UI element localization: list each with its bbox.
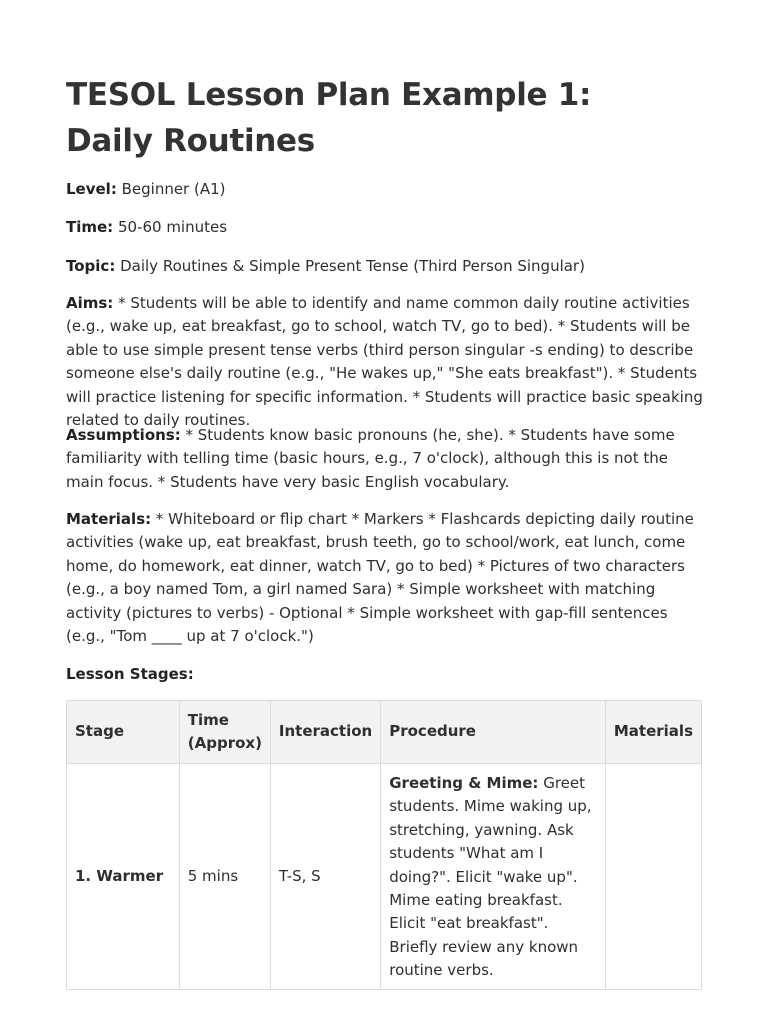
materials-value: * Whiteboard or flip chart * Markers * Flashcards depicting daily routine activities (wake up, eat breakfast, brush teeth, go to school/work, eat lunch, come home, do homework, eat dinner, watch TV, go to bed) * Pictures of two characters (e.g., a boy named Tom, a girl named Sara) * Simple worksheet with matching activity (pictures to verbs) - Optional * Simple worksheet with gap-fill sentences (e.g., "Tom ____ up at 7 o'clock.") (66, 510, 694, 646)
cell-time: 5 mins (179, 764, 270, 990)
lesson-stages-heading: Lesson Stages: (66, 665, 194, 683)
topic-line (66, 255, 706, 278)
time-line (66, 216, 706, 239)
cell-procedure (381, 764, 606, 990)
procedure-text: Greet students. Mime waking up, stretching, yawning. Ask students "What am I doing?". Elicit "wake up". Mime eating breakfast. Elicit "eat breakfast". Briefly review any known routine verbs. (389, 774, 592, 980)
level-label: Level: (66, 180, 117, 198)
cell-stage: 1. Warmer (67, 764, 180, 990)
procedure-title: Greeting & Mime: (389, 774, 539, 792)
materials-paragraph (66, 508, 706, 648)
topic-value: Daily Routines & Simple Present Tense (Third Person Singular) (120, 257, 585, 275)
header-materials: Materials (605, 701, 701, 764)
header-stage: Stage (67, 701, 180, 764)
level-line (66, 178, 706, 201)
cell-materials (605, 764, 701, 990)
table-header-row (67, 701, 702, 764)
aims-label: Aims: (66, 294, 114, 312)
materials-label: Materials: (66, 510, 152, 528)
aims-value: * Students will be able to identify and name common daily routine activities (e.g., wake up, eat breakfast, go to school, watch TV, go to bed). * Students will be able to use simple present tense verbs (third person singular -s ending) to describe someone else's daily routine (e.g., "He wakes up," "She eats breakfast"). * Students will practice listening for specific information. * Students will practice basic speaking related to daily routines. (66, 294, 703, 430)
aims-paragraph (66, 292, 706, 432)
cell-interaction: T-S, S (270, 764, 380, 990)
lesson-stages-table (66, 700, 702, 990)
header-procedure: Procedure (381, 701, 606, 764)
table-row (67, 764, 702, 990)
assumptions-value: * Students know basic pronouns (he, she). * Students have some familiarity with telling time (basic hours, e.g., 7 o'clock), although this is not the main focus. * Students have very basic English vocabulary. (66, 426, 675, 491)
topic-label: Topic: (66, 257, 116, 275)
header-time: Time (Approx) (179, 701, 270, 764)
level-value: Beginner (A1) (121, 180, 226, 198)
page-title: TESOL Lesson Plan Example 1: Daily Routines (66, 77, 592, 159)
assumptions-paragraph (66, 424, 706, 494)
header-interaction: Interaction (270, 701, 380, 764)
assumptions-label: Assumptions: (66, 426, 181, 444)
time-label: Time: (66, 218, 114, 236)
time-value: 50-60 minutes (117, 218, 228, 236)
